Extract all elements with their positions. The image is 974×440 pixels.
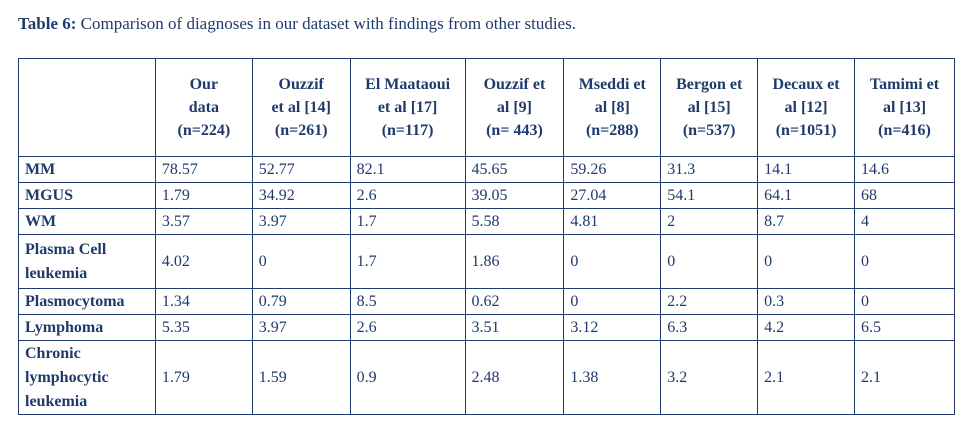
table-cell: 45.65 [465,157,564,183]
header-cell-mseddi-8: Mseddi et al [8] (n=288) [564,59,661,157]
table-cell: 39.05 [465,183,564,209]
table-cell: 0.9 [350,341,465,415]
row-label-lymphoma: Lymphoma [19,315,156,341]
table-cell: 8.5 [350,289,465,315]
table-cell: 0 [758,235,855,289]
table-cell: 3.97 [252,315,350,341]
header-cell-el-maataoui-17: El Maataoui et al [17] (n=117) [350,59,465,157]
table-row-chronic-lymphocytic-leukemia [19,341,955,415]
table-cell: 3.97 [252,209,350,235]
table-cell: 78.57 [155,157,252,183]
table-cell: 4 [855,209,955,235]
table-cell: 0 [564,235,661,289]
table-caption-label: Table 6: [18,14,77,33]
table-cell: 4.81 [564,209,661,235]
table-cell: 1.38 [564,341,661,415]
table-cell: 2.1 [855,341,955,415]
table-cell: 59.26 [564,157,661,183]
table-cell: 0 [661,235,758,289]
table-cell: 27.04 [564,183,661,209]
row-label-mm: MM [19,157,156,183]
row-label-plasma-cell-leukemia: Plasma Cell leukemia [19,235,156,289]
table-caption-text: Comparison of diagnoses in our dataset with findings from other studies. [76,14,576,33]
table-cell: 52.77 [252,157,350,183]
header-cell-empty [19,59,156,157]
table-cell: 1.79 [155,183,252,209]
row-label-chronic-lymphocytic-leukemia: Chronic lymphocytic leukemia [19,341,156,415]
table-cell: 1.79 [155,341,252,415]
table-cell: 3.51 [465,315,564,341]
table-cell: 0 [564,289,661,315]
table-cell: 2 [661,209,758,235]
table-cell: 14.6 [855,157,955,183]
table-cell: 0.79 [252,289,350,315]
table-cell: 1.59 [252,341,350,415]
table-cell: 8.7 [758,209,855,235]
table-cell: 1.34 [155,289,252,315]
table-cell: 82.1 [350,157,465,183]
header-cell-bergon-15: Bergon et al [15] (n=537) [661,59,758,157]
table-cell: 54.1 [661,183,758,209]
header-cell-tamimi-13: Tamimi et al [13] (n=416) [855,59,955,157]
table-row-plasma-cell-leukemia [19,235,955,289]
row-label-wm: WM [19,209,156,235]
table-cell: 2.48 [465,341,564,415]
header-cell-decaux-12: Decaux et al [12] (n=1051) [758,59,855,157]
table-cell: 0 [855,235,955,289]
table-cell: 0.3 [758,289,855,315]
table-row-lymphoma [19,315,955,341]
table-cell: 4.2 [758,315,855,341]
table-cell: 1.86 [465,235,564,289]
header-cell-ouzzif-9: Ouzzif et al [9] (n= 443) [465,59,564,157]
table-row-mgus [19,183,955,209]
table-cell: 4.02 [155,235,252,289]
table-row-mm [19,157,955,183]
table-cell: 2.6 [350,315,465,341]
table-cell: 6.3 [661,315,758,341]
comparison-table [18,58,955,415]
header-cell-ouzzif-14: Ouzzif et al [14] (n=261) [252,59,350,157]
table-cell: 2.1 [758,341,855,415]
row-label-plasmocytoma: Plasmocytoma [19,289,156,315]
table-cell: 0.62 [465,289,564,315]
table-cell: 3.2 [661,341,758,415]
table-row-plasmocytoma [19,289,955,315]
table-cell: 6.5 [855,315,955,341]
row-label-mgus: MGUS [19,183,156,209]
table-cell: 31.3 [661,157,758,183]
table-cell: 1.7 [350,235,465,289]
table-cell: 5.35 [155,315,252,341]
table-cell: 0 [855,289,955,315]
table-cell: 0 [252,235,350,289]
table-cell: 3.12 [564,315,661,341]
header-cell-our-data: Our data (n=224) [155,59,252,157]
table-cell: 2.6 [350,183,465,209]
table-cell: 34.92 [252,183,350,209]
table-cell: 64.1 [758,183,855,209]
table-caption [18,14,576,34]
table-cell: 14.1 [758,157,855,183]
table-cell: 5.58 [465,209,564,235]
table-cell: 3.57 [155,209,252,235]
table-row-wm [19,209,955,235]
table-cell: 2.2 [661,289,758,315]
table-header-row [19,59,955,157]
table-cell: 68 [855,183,955,209]
table-cell: 1.7 [350,209,465,235]
